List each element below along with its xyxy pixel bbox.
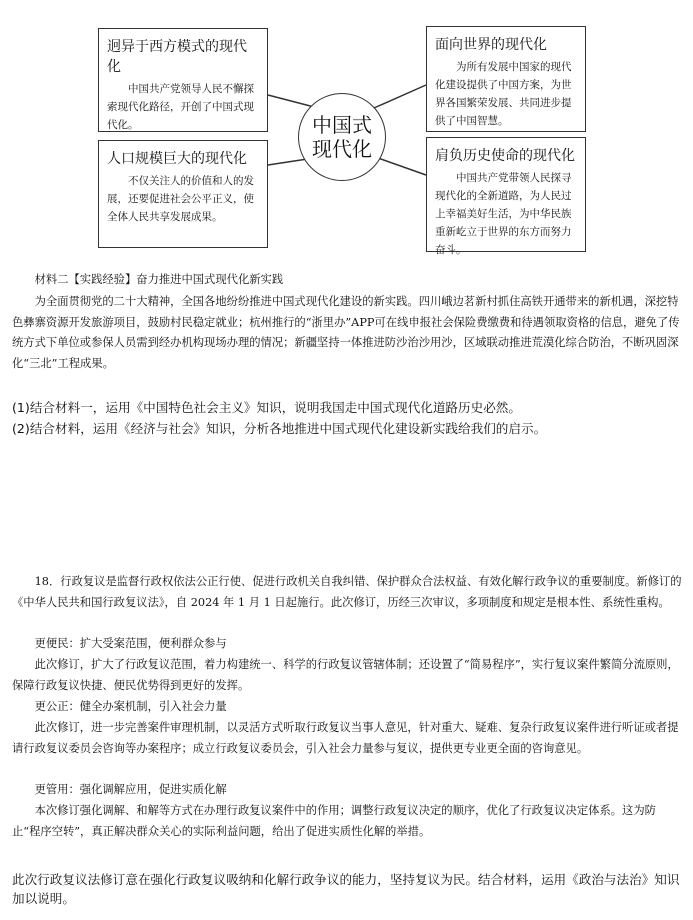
box-western-contrast bbox=[98, 28, 268, 132]
concept-diagram bbox=[0, 0, 693, 255]
question-2: (2)结合材料，运用《经济与社会》知识，分析各地推进中国式现代化建设新实践给我们的启示。 bbox=[12, 421, 547, 436]
material2-heading: 材料二【实践经验】奋力推进中国式现代化新实践 bbox=[34, 273, 284, 286]
box-title: 人口规模巨大的现代化 bbox=[107, 151, 247, 167]
box-body: 不仅关注人的价值和人的发展，还要促进社会公平正义，使全体人民共享发展成果。 bbox=[107, 175, 254, 223]
q18-section2-text: 此次修订，进一步完善案件审理机制，以灵活方式听取行政复议当事人意见，针对重大、疑难、复杂行政复议案件进行听证或者提请行政复议委员会咨询等办案程序；成立行政复议委员会，引入社会力量参与复议，提供更专业更全面的咨询意见。 bbox=[12, 721, 679, 755]
box-population-scale bbox=[98, 140, 268, 248]
q18-section3-text: 本次修订强化调解、和解等方式在办理行政复议案件中的作用；调整行政复议决定的顺序，优化了行政复议决定体系。这为防止“程序空转”，真正解决群众关心的实际利益问题，给出了促进实质性化解的举措。 bbox=[12, 804, 656, 838]
box-historical-mission bbox=[426, 137, 586, 256]
q18-section2-title: 更公正：健全办案机制，引入社会力量 bbox=[34, 700, 227, 713]
box-body: 为所有发展中国家的现代化建设提供了中国方案，为世界各国繁荣发展、共同进步提供了中国智慧。 bbox=[435, 61, 572, 127]
center-circle bbox=[298, 93, 386, 181]
box-body: 中国共产党带领人民探寻现代化的全新道路，为人民过上幸福美好生活，为中华民族重新屹立于世界的东方而努力奋斗。 bbox=[435, 172, 572, 256]
box-body: 中国共产党领导人民不懈探索现代化路径，开创了中国式现代化。 bbox=[107, 83, 254, 131]
box-title: 肩负历史使命的现代化 bbox=[435, 148, 575, 164]
box-title: 迥异于西方模式的现代化 bbox=[107, 39, 247, 75]
q18-intro: 18．行政复议是监督行政权依法公正行使、促进行政机关自我纠错、保护群众合法权益、有效化解行政争议的重要制度。新修订的《中华人民共和国行政复议法》，自 2024 年 1 月 1 日起施行。此次修订，历经三次审议，多项制度和规定是根本性、系统性重构。 bbox=[12, 575, 682, 609]
material2-text: 为全面贯彻党的二十大精神，全国各地纷纷推进中国式现代化建设的新实践。四川峨边茗新村抓住高铁开通带来的新机遇，深挖特色彝寨资源开发旅游项目，鼓励村民稳定就业；杭州推行的“浙里办”APP可在线申报社会保险费缴费和待遇领取资格的信息，避免了传统方式下单位或参保人员需到经办机构现场办理的情况；新疆坚持一体推进防沙治沙用沙，区域联动推进荒漠化综合防治，不断巩固深化“三北”工程成果。 bbox=[12, 295, 680, 370]
center-label: 中国式现代化 bbox=[312, 113, 372, 161]
q18-section1-title: 更便民：扩大受案范围，便利群众参与 bbox=[34, 637, 227, 650]
box-world-facing bbox=[426, 26, 586, 132]
q18-question: 此次行政复议法修订意在强化行政复议吸纳和化解行政争议的能力，坚持复议为民。结合材料，运用《政治与法治》知识加以说明。 bbox=[12, 872, 680, 906]
q18-section1-text: 此次修订，扩大了行政复议范围，着力构建统一、科学的行政复议管辖体制；还设置了“简易程序”，实行复议案件繁简分流原则，保障行政复议快捷、便民优势得到更好的发挥。 bbox=[12, 658, 679, 692]
box-title: 面向世界的现代化 bbox=[435, 37, 547, 53]
q18-section3-title: 更管用：强化调解应用，促进实质化解 bbox=[34, 783, 227, 796]
question-1: (1)结合材料一，运用《中国特色社会主义》知识，说明我国走中国式现代化道路历史必然。 bbox=[12, 400, 521, 415]
